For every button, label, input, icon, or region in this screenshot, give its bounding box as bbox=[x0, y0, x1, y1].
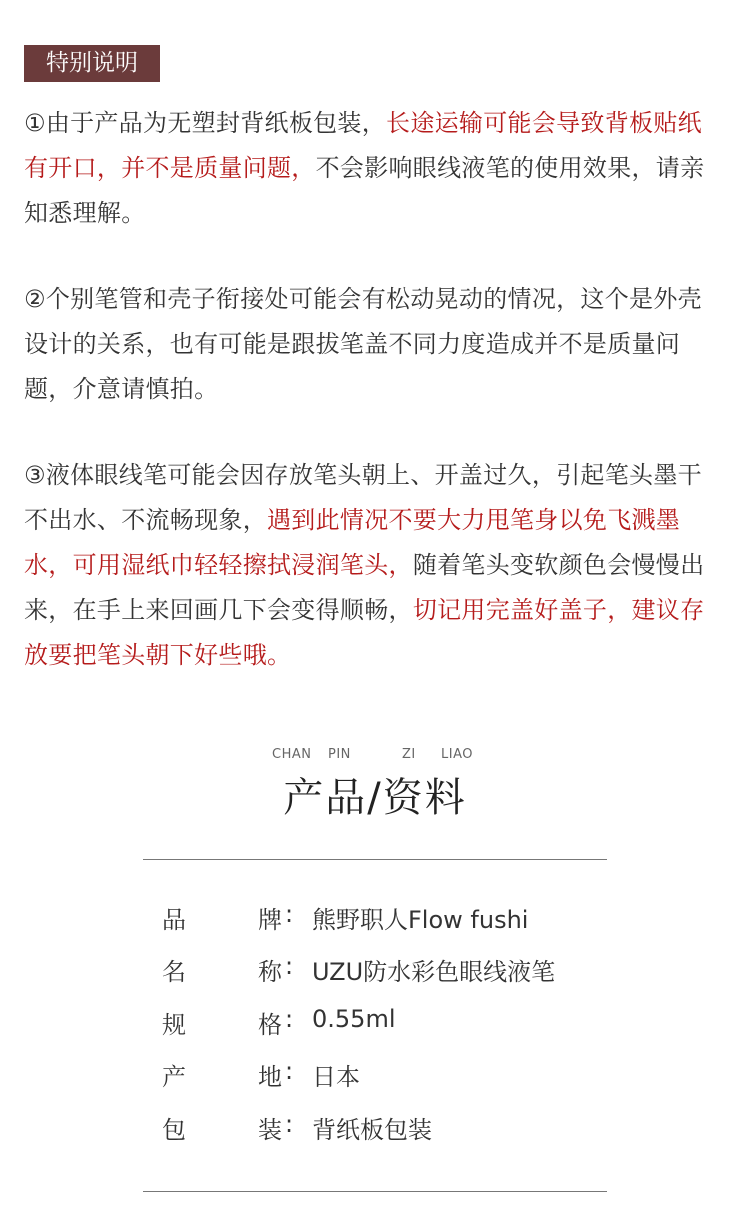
spec-separator: : bbox=[285, 1005, 294, 1033]
spec-key-char-2: 装 bbox=[258, 1116, 282, 1144]
spec-separator: : bbox=[285, 1057, 294, 1085]
spec-key-char-1: 名 bbox=[162, 958, 186, 986]
pinyin-zi: ZI bbox=[402, 747, 416, 762]
spec-separator: : bbox=[285, 952, 294, 980]
product-info-title: 产品/资料 bbox=[283, 775, 467, 821]
pinyin-liao: LIAO bbox=[441, 747, 473, 762]
spec-value-packaging: 背纸板包装 bbox=[312, 1116, 432, 1144]
spec-key-char-1: 品 bbox=[162, 906, 186, 934]
pinyin-pin: PIN bbox=[328, 747, 351, 762]
spec-key-char-2: 地 bbox=[258, 1063, 282, 1091]
spec-key-char-2: 格 bbox=[258, 1011, 282, 1039]
spec-row-origin bbox=[0, 1057, 750, 1097]
p3-text-a: ③液体眼线笔可能会因存放笔头朝上、开盖过久，引起笔头墨干不出水、不流畅现象， bbox=[24, 461, 702, 534]
spec-value-size: 0.55ml bbox=[312, 1005, 396, 1033]
spec-row-packaging bbox=[0, 1110, 750, 1150]
notice-paragraph-3 bbox=[24, 453, 714, 678]
spec-key-char-2: 牌 bbox=[258, 906, 282, 934]
spec-key-char-2: 称 bbox=[258, 958, 282, 986]
divider-bottom bbox=[143, 1191, 607, 1192]
p3-text-c: 随着笔头变软颜色会慢慢出来，在手上来回画几下会变得顺畅， bbox=[24, 551, 705, 624]
pinyin-chan: CHAN bbox=[272, 747, 312, 762]
divider-top bbox=[143, 859, 607, 860]
p3-highlight-2: 切记用完盖好盖子，建议存放要把笔头朝下好些哦。 bbox=[24, 596, 705, 669]
p3-highlight-1: 遇到此情况不要大力甩笔身以免飞溅墨水，可用湿纸巾轻轻擦拭浸润笔头， bbox=[24, 506, 681, 579]
spec-separator: : bbox=[285, 1110, 294, 1138]
spec-row-name bbox=[0, 952, 750, 992]
notice-badge: 特别说明 bbox=[24, 45, 160, 82]
p1-text-c: 不会影响眼线液笔的使用效果，请亲知悉理解。 bbox=[24, 154, 705, 227]
spec-value-origin: 日本 bbox=[312, 1063, 360, 1091]
spec-separator: : bbox=[285, 900, 294, 928]
p1-text-a: ①由于产品为无塑封背纸板包装， bbox=[24, 109, 387, 137]
spec-key-char-1: 产 bbox=[162, 1063, 186, 1091]
p1-highlight: 长途运输可能会导致背板贴纸有开口，并不是质量问题， bbox=[24, 109, 702, 182]
notice-paragraph-1 bbox=[24, 101, 714, 236]
spec-value-name: UZU防水彩色眼线液笔 bbox=[312, 958, 556, 986]
spec-key-char-1: 包 bbox=[162, 1116, 186, 1144]
spec-key-char-1: 规 bbox=[162, 1011, 186, 1039]
notice-paragraph-2: ②个别笔管和壳子衔接处可能会有松动晃动的情况，这个是外壳设计的关系，也有可能是跟拔笔盖不同力度造成并不是质量问题，介意请慎拍。 bbox=[24, 285, 702, 403]
spec-row-brand bbox=[0, 900, 750, 940]
spec-value-brand: 熊野职人Flow fushi bbox=[312, 906, 529, 934]
spec-row-size bbox=[0, 1005, 750, 1045]
